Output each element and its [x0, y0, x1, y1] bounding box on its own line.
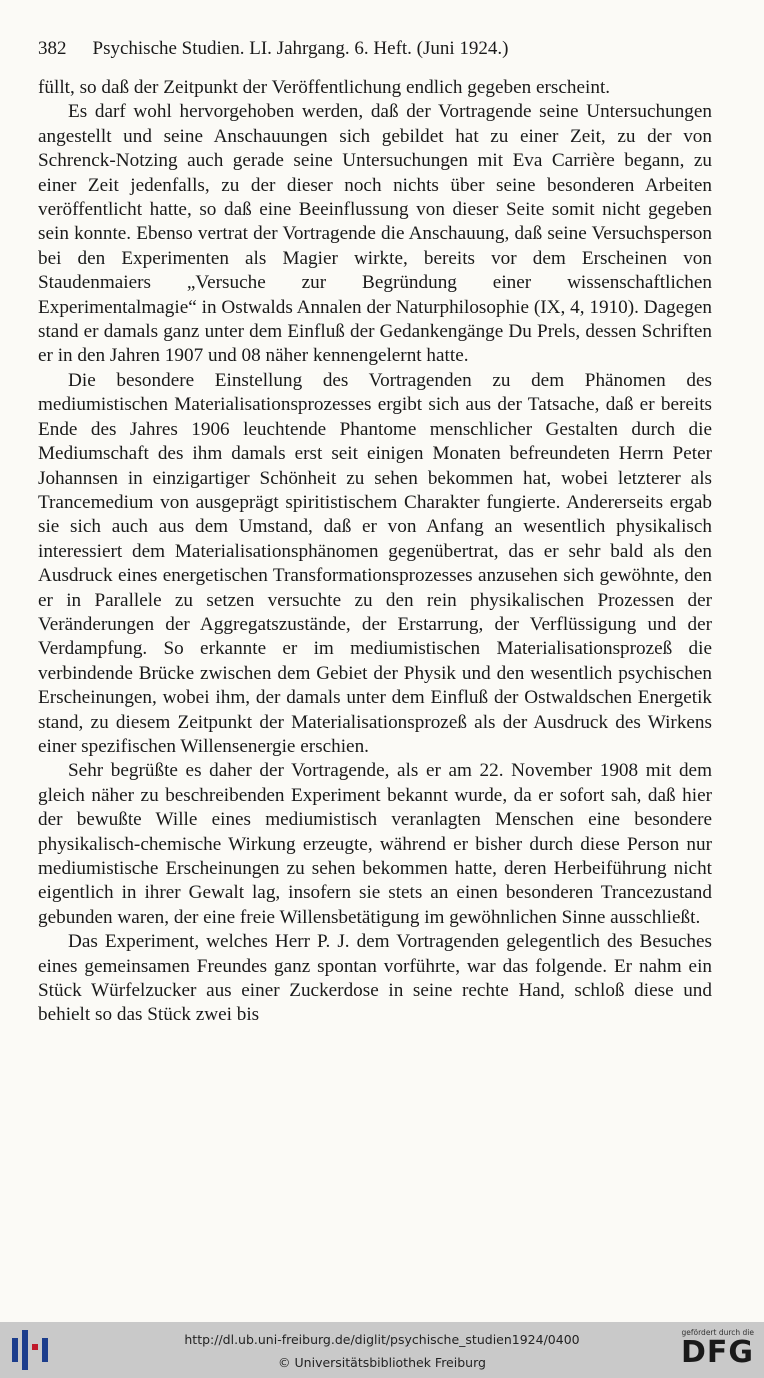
paragraph-2: Es darf wohl hervorgehoben werden, daß der Vortragende seine Untersuchungen angestellt und seine Anschauungen sich gebildet hat zu einer Zeit, zu der von Schrenck-Notzing auch gerade seine Untersuchungen mit Eva Carrière begann, zu einer Zeit jedenfalls, zu der dieser noch nichts über seine besonderen Arbeiten veröffentlicht hatte, so daß eine Beeinflussung von dieser Seite somit nicht gegeben sein konnte. Ebenso vertrat der Vortragende die Anschauung, daß seine Versuchsperson bei den Experimenten als Magier wirkte, bereits vor dem Erscheinen von Staudenmaiers „Versuche zur Begründung einer wissenschaftlichen Experimentalmagie“ in Ostwalds Annalen der Naturphilosophie (IX, 4, 1910). Dagegen stand er damals ganz unter dem Einfluß der Gedankengänge Du Prels, dessen Schriften er in den Jahren 1907 und 08 näher kennengelernt hatte. — [38, 101, 712, 367]
page-number: 382 — [38, 38, 67, 59]
permalink-url[interactable]: http://dl.ub.uni-freiburg.de/diglit/psychische_studien1924/0400 — [184, 1332, 580, 1347]
running-title: Psychische Studien. LI. Jahrgang. 6. Heft. (Juni 1924.) — [92, 38, 509, 59]
copyright-notice: © Universitätsbibliothek Freiburg — [278, 1355, 486, 1370]
paragraph-3: Die besondere Einstellung des Vortragenden zu dem Phänomen des mediumistischen Materialisationsprozesses ergibt sich aus der Tatsache, daß er bereits Ende des Jahres 1906 leuchtende Phantome menschlicher Gestalten durch die Mediumschaft des ihm damals erst seit einigen Monaten befreundeten Herrn Peter Johannsen in einzigartiger Schönheit zu sehen bekommen hat, wobei letzterer als Trancemedium von ausgeprägt spiritistischem Charakter fungierte. Andererseits ergab sie sich auch aus dem Umstand, daß er von Anfang an wesentlich physikalisch interessiert dem Materialisationsphänomen gegenübertrat, das er sehr bald als den Ausdruck eines energetischen Transformationsprozesses anzusehen sich gewöhnte, den er in Parallele zu setzen versuchte zu den rein physikalischen Prozessen der Veränderungen der Aggregatszustände, der Erstarrung, der Verflüssigung und der Verdampfung. So erkannte er im mediumistischen Materialisationsprozeß die verbindende Brücke zwischen dem Gebiet der Physik und den wesentlich psychischen Erscheinungen, wobei ihm, der damals unter dem Einfluß der Ostwaldschen Energetik stand, zu diesem Zeitpunkt der Materialisationsprozeß als der Ausdruck des Wirkens einer spezifischen Willensenergie erschien. — [38, 369, 712, 757]
body-text — [38, 76, 712, 1028]
dfg-logo[interactable] — [672, 1328, 754, 1374]
dfg-tagline: gefördert durch die — [681, 1328, 754, 1337]
paragraph-5: Das Experiment, welches Herr P. J. dem Vortragenden gelegentlich des Besuches eines gemeinsamen Freundes ganz spontan vorführte, war das folgende. Er nahm ein Stück Würfelzucker aus einer Zuckerdose in seine rechte Hand, schloß diese und behielt so das Stück zwei bis — [38, 931, 712, 1026]
viewer-footer — [0, 1322, 764, 1378]
paragraph-4: Sehr begrüßte es daher der Vortragende, als er am 22. November 1908 mit dem gleich näher zu beschreibenden Experiment bekannt wurde, da er sofort sah, daß hier der bewußte Wille eines mediumistisch veranlagten Menschen eine besondere physikalisch-chemische Wirkung erzeugte, während er bisher durch diese Person nur mediumistische Erscheinungen zu sehen bekommen hatte, deren Herbeiführung nicht eigentlich in ihrer Gewalt lag, insofern sie stets an einen besonderen Trancezustand gebunden waren, der eine freie Willensbetätigung im gewöhnlichen Sinne ausschließt. — [38, 760, 712, 928]
running-header — [38, 38, 728, 60]
paragraph-1: füllt, so daß der Zeitpunkt der Veröffentlichung endlich gegeben erscheint. — [38, 77, 611, 98]
dfg-logo-text: DFG — [680, 1335, 754, 1370]
